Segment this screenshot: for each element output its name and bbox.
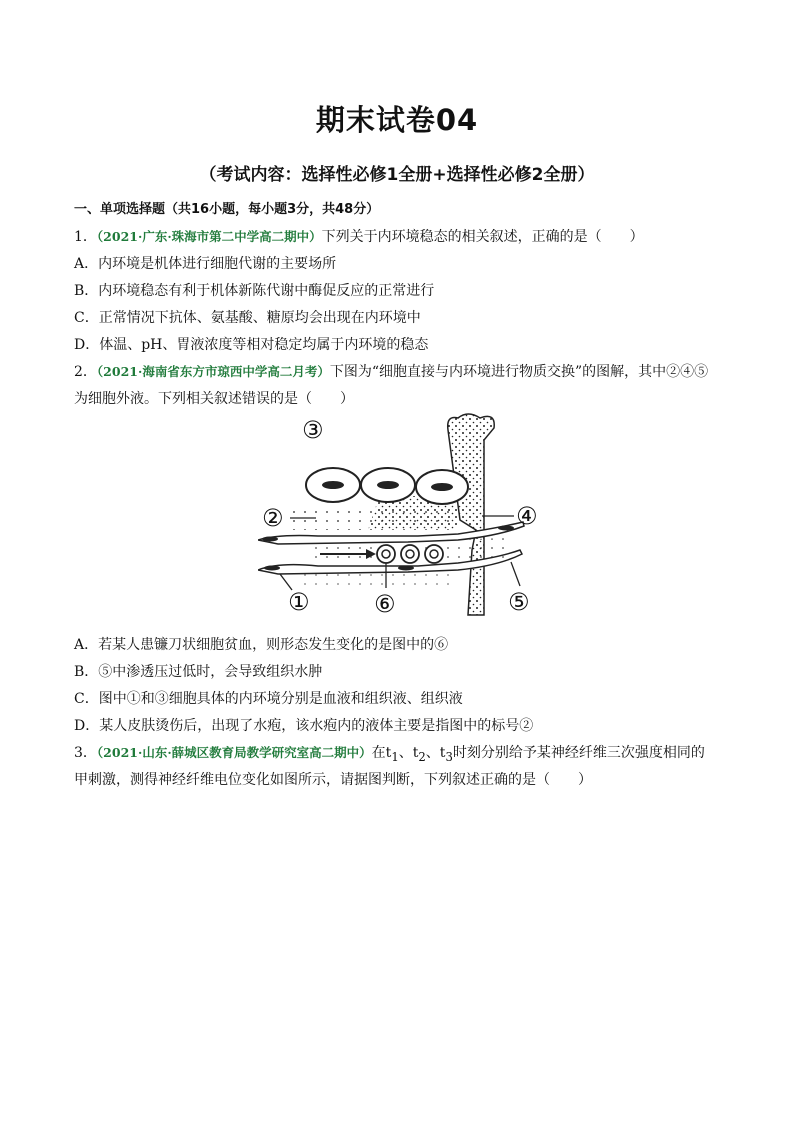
page-title: 期末试卷04 (315, 103, 479, 137)
question-number: 3． (74, 745, 97, 761)
question-source: （2021·山东·薛城区教育局教学研究室高二期中） (96, 745, 372, 760)
q1-option-b: B．内环境稳态有利于机体新陈代谢中酶促反应的正常进行 (74, 283, 435, 299)
question-text: 、t (398, 745, 419, 761)
q2-option-a: A．若某人患镰刀状细胞贫血，则形态发生变化的是图中的⑥ (74, 637, 449, 653)
q2-option-b: B．⑤中渗透压过低时，会导致组织水肿 (74, 664, 323, 680)
tissue-cell-nucleus (377, 481, 399, 489)
diagram-label-4: ④ (516, 502, 538, 530)
diagram-label-3: ③ (302, 416, 324, 444)
question-text: 时刻分别给予某神经纤维三次强度相同的 (452, 745, 705, 761)
diagram-label-1: ① (288, 588, 310, 616)
question-source: （2021·广东·珠海市第二中学高二期中） (96, 229, 322, 244)
q2-option-c: C．图中①和③细胞具体的内环境分别是血液和组织液、组织液 (74, 691, 463, 707)
question-text: 在t (371, 745, 392, 761)
red-blood-cell (401, 545, 419, 563)
subscript: 1 (391, 749, 399, 764)
question-1-stem (74, 226, 644, 246)
question-2-stem (74, 361, 708, 381)
question-source: （2021·海南省东方市琼西中学高二月考） (96, 364, 330, 379)
q2-option-d: D．某人皮肤烫伤后，出现了水疱，该水疱内的液体主要是指图中的标号② (74, 718, 534, 734)
q1-option-c: C．正常情况下抗体、氨基酸、糖原均会出现在内环境中 (74, 310, 421, 326)
subscript: 3 (445, 749, 453, 764)
diagram-label-5: ⑤ (508, 588, 530, 616)
q1-option-d: D．体温、pH、胃液浓度等相对稳定均属于内环境的稳态 (74, 337, 429, 353)
question-number: 2． (74, 364, 97, 380)
page-subtitle: （考试内容：选择性必修1全册+选择性必修2全册） (199, 165, 595, 185)
question-3-stem-cont: 甲刺激，测得神经纤维电位变化如图所示，请据图判断，下列叙述正确的是（ ） (74, 772, 592, 788)
red-blood-cell (425, 545, 443, 563)
diagram-label-2: ② (262, 504, 284, 532)
tissue-cell-nucleus (431, 483, 453, 491)
diagram-label-6: ⑥ (374, 590, 396, 618)
red-blood-cell (377, 545, 395, 563)
question-text: 、t (425, 745, 446, 761)
section-heading: 一、单项选择题（共16小题，每小题3分，共48分） (74, 202, 380, 217)
question-3-stem (74, 742, 705, 764)
q1-option-a: A．内环境是机体进行细胞代谢的主要场所 (74, 256, 337, 272)
tissue-cell-nucleus (322, 481, 344, 489)
question-text: 下列关于内环境稳态的相关叙述，正确的是（ ） (321, 229, 644, 245)
question-text: 下图为“细胞直接与内环境进行物质交换”的图解，其中②④⑤ (329, 364, 709, 380)
subscript: 2 (418, 749, 426, 764)
question-number: 1． (74, 229, 97, 245)
question-2-stem-cont: 为细胞外液。下列相关叙述错误的是（ ） (74, 391, 354, 407)
cell-exchange-diagram (258, 410, 548, 626)
